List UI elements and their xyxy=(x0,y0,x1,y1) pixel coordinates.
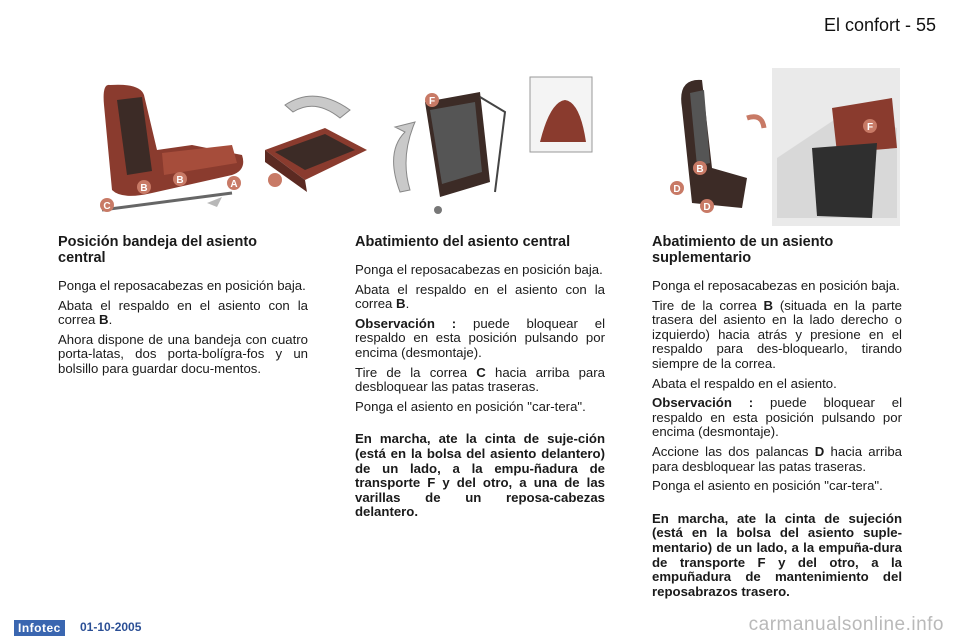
section-auxiliary-seat-folding xyxy=(652,234,902,599)
watermark: carmanualsonline.info xyxy=(748,614,944,635)
paragraph: Ponga el reposacabezas en posición baja. xyxy=(58,278,306,293)
label-c: C xyxy=(103,201,111,212)
paragraph: Tire de la correa B (situada en la parte trasera del asiento en la lado derecho o izquierdo) hacia atrás y presione en el respaldo para des-bloquearlo, tirando siempre de la correa. xyxy=(652,297,902,371)
label-d-2: D xyxy=(703,202,711,213)
section-central-seat-folding xyxy=(355,234,605,520)
paragraph: Abata el respaldo en el asiento con la correa B. xyxy=(58,297,308,328)
safety-warning: En marcha, ate la cinta de suje-ción (está en la bolsa del asiento delantero) de un lado, a la empu-ñadura de transporte F y del otro, a una de las varillas de un reposa-cabezas delantero. xyxy=(355,431,605,520)
observation-paragraph: Observación : puede bloquear el respaldo en esta posición pulsando por encima (desmontaje). xyxy=(355,315,605,360)
paragraph: Tire de la correa C hacia arriba para desbloquear las patas traseras. xyxy=(355,364,605,395)
auxiliary-seat-illustration xyxy=(652,68,902,228)
safety-warning: En marcha, ate la cinta de sujeción (está en la bolsa del asiento suple-mentario) de un lado, a la empuña-dura de transporte F y del otro, a la empuñadura de mantenimiento del reposabrazos trasero. xyxy=(652,510,902,599)
paragraph: Ponga el asiento en posición "car-tera". xyxy=(652,478,883,494)
label-b-1: B xyxy=(176,175,184,186)
paragraph: Ponga el asiento en posición "car-tera". xyxy=(355,398,586,414)
folded-seat-illustration xyxy=(255,80,373,210)
portfolio-seat-illustration xyxy=(380,72,595,222)
paragraph: Ponga el reposacabezas en posición baja. xyxy=(652,278,900,293)
label-d-1: D xyxy=(673,184,681,195)
publisher-logo: Infotec xyxy=(14,620,65,636)
section-title: Posición bandeja del asiento central xyxy=(58,234,258,266)
paragraph: Ahora dispone de una bandeja con cuatro porta-latas, dos porta-bolígra-fos y un bolsillo para guardar docu-mentos. xyxy=(58,331,308,376)
label-f-d: F xyxy=(866,122,874,133)
print-date: 01-10-2005 xyxy=(80,620,142,634)
paragraph: Ponga el reposacabezas en posición baja. xyxy=(355,262,603,277)
paragraph: Abata el respaldo en el asiento. xyxy=(652,375,837,391)
section-title: Abatimiento del asiento central xyxy=(355,234,571,250)
paragraph: Abata el respaldo en el asiento con la correa B. xyxy=(355,281,605,312)
section-title: Abatimiento de un asiento suplementario xyxy=(652,234,834,266)
label-f: F xyxy=(428,96,436,107)
paragraph: Accione las dos palancas D hacia arriba para desbloquear las patas traseras. xyxy=(652,443,903,474)
seat-tray-illustration xyxy=(82,75,262,225)
page-header: El confort - 55 xyxy=(823,15,936,35)
label-b-2: B xyxy=(140,183,148,194)
label-a: A xyxy=(230,179,238,190)
observation-paragraph: Observación : puede bloquear el respaldo en esta posición pulsando por encima (desmontaje). xyxy=(652,395,902,440)
label-b-d: B xyxy=(696,164,704,175)
section-tray-position xyxy=(58,234,308,382)
